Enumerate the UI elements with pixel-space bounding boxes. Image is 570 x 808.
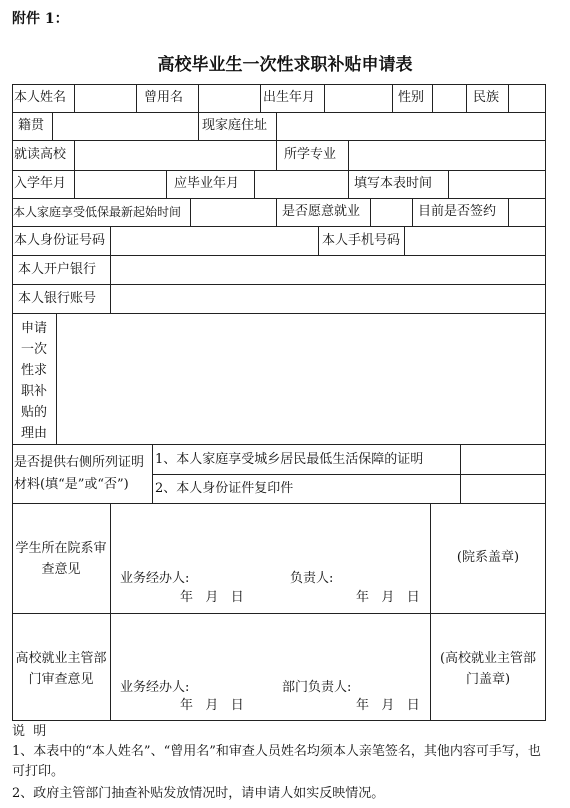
willing-field[interactable] xyxy=(371,199,411,225)
account-field[interactable] xyxy=(111,285,544,312)
dept-date-right: 年 月 日 xyxy=(356,590,420,605)
id-number-label: 本人身份证号码 xyxy=(14,233,106,248)
material-1-answer[interactable] xyxy=(461,445,544,473)
school-field[interactable] xyxy=(75,141,275,169)
graduate-label: 应毕业年月 xyxy=(174,176,240,191)
notes-line-1: 1、本表中的“本人姓名”、“曾用名”和审查人员姓名均须本人亲笔签名，其他内容可手写，也可打印。 xyxy=(12,744,541,779)
dept-date-left: 年 月 日 xyxy=(180,590,244,605)
dept-handler-label: 业务经办人: xyxy=(120,571,190,586)
ethnicity-label: 民族 xyxy=(473,90,500,105)
gender-field[interactable] xyxy=(433,85,465,111)
school-handler-label: 业务经办人: xyxy=(120,680,190,695)
id-number-field[interactable] xyxy=(111,227,317,254)
willing-label: 是否愿意就业 xyxy=(282,204,361,219)
birth-label: 出生年月 xyxy=(263,90,316,105)
graduate-field[interactable] xyxy=(255,171,347,197)
notes-line-2: 2、政府主管部门抽查补贴发放情况时，请申请人如实反映情况。 xyxy=(12,786,385,801)
low-income-field[interactable] xyxy=(191,199,275,225)
school-date-left: 年 月 日 xyxy=(180,698,244,713)
school-review-label: 高校就业主管部门审查意见 xyxy=(15,651,107,687)
used-name-field[interactable] xyxy=(199,85,259,111)
attachment-label: 附件 1： xyxy=(12,11,69,27)
signed-field[interactable] xyxy=(509,199,544,225)
dept-leader-label: 负责人: xyxy=(290,571,334,586)
fill-time-label: 填写本表时间 xyxy=(354,176,433,191)
enroll-field[interactable] xyxy=(75,171,165,197)
school-leader-label: 部门负责人: xyxy=(282,680,352,695)
birth-field[interactable] xyxy=(325,85,391,111)
school-seal-label: (高校就业主管部门盖章) xyxy=(439,651,537,687)
major-field[interactable] xyxy=(349,141,544,169)
native-place-field[interactable] xyxy=(53,113,197,139)
fill-time-field[interactable] xyxy=(449,171,544,197)
dept-review-label: 学生所在院系审查意见 xyxy=(15,541,107,577)
form-title: 高校毕业生一次性求职补贴申请表 xyxy=(157,55,413,75)
ethnicity-field[interactable] xyxy=(509,85,544,111)
address-label: 现家庭住址 xyxy=(202,118,268,133)
dept-seal-label: (院系盖章) xyxy=(456,550,520,565)
reason-label: 申请一次性求职补贴的理由 xyxy=(20,321,47,441)
name-label: 本人姓名 xyxy=(14,90,67,105)
school-label: 就读高校 xyxy=(14,147,67,162)
school-date-right: 年 月 日 xyxy=(356,698,420,713)
notes-title: 说 明 xyxy=(12,724,47,739)
used-name-label: 曾用名 xyxy=(144,90,184,105)
material-item-1: 1、本人家庭享受城乡居民最低生活保障的证明 xyxy=(155,452,424,467)
bank-field[interactable] xyxy=(111,256,544,283)
phone-label: 本人手机号码 xyxy=(322,233,401,248)
reason-field[interactable] xyxy=(57,314,544,443)
account-label: 本人银行账号 xyxy=(18,291,97,306)
signed-label: 目前是否签约 xyxy=(418,204,497,219)
gender-label: 性别 xyxy=(398,90,425,105)
enroll-label: 入学年月 xyxy=(14,176,67,191)
material-item-2: 2、本人身份证件复印件 xyxy=(155,481,294,496)
address-field[interactable] xyxy=(277,113,544,139)
name-field[interactable] xyxy=(75,85,135,111)
bank-label: 本人开户银行 xyxy=(18,262,97,277)
materials-label: 是否提供右侧所列证明材料(填“是”或“否”) xyxy=(14,455,145,492)
material-2-answer[interactable] xyxy=(461,475,544,502)
major-label: 所学专业 xyxy=(284,147,337,162)
low-income-label: 本人家庭享受低保最新起始时间 xyxy=(13,205,182,219)
phone-field[interactable] xyxy=(405,227,544,254)
native-place-label: 籍贯 xyxy=(18,118,45,133)
